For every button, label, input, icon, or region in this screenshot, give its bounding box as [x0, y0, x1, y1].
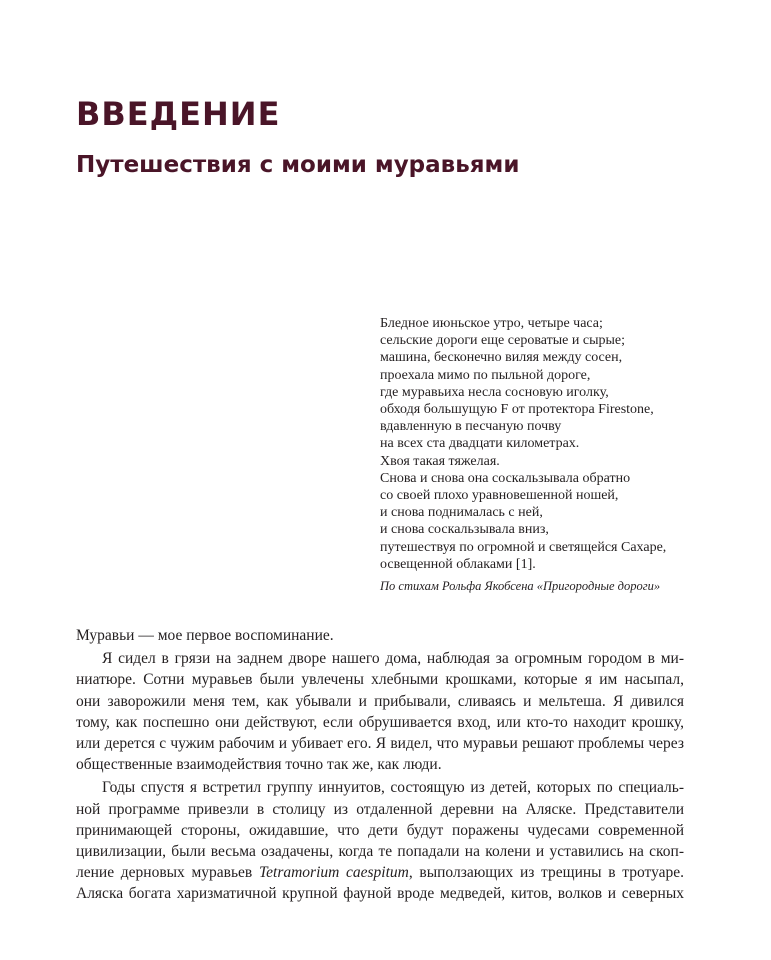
epigraph-line: сельские дороги еще сероватые и сырые; [380, 333, 625, 349]
epigraph-line: вдавленную в песчаную почву [380, 419, 562, 435]
epigraph-line: проехала мимо по пыльной дороге, [380, 367, 591, 383]
body-text [76, 625, 684, 905]
paragraph-line: Годы спустя я встретил группу иннуитов, состоящую из детей, которых по специаль- [102, 779, 684, 797]
paragraph-line: или дерется с чужим рабочим и убивает его. Я видел, что муравьи решают проблемы через [76, 735, 684, 753]
epigraph-source: По стихам Рольфа Якобсена «Пригородные дороги» [380, 579, 661, 594]
paragraph-line: они заворожили меня тем, как убывали и прибывали, сливаясь и мельтеша. Я дивился [76, 692, 684, 710]
paragraph-line: ниатюре. Сотни муравьев были увлечены хлебными крошками, которые я им насыпал, [76, 671, 684, 689]
epigraph-line: Хвоя такая тяжелая. [380, 453, 500, 469]
epigraph-line: на всех ста двадцати километрах. [380, 436, 580, 452]
paragraph-line: тому, как поспешно они действуют, если обрушивается вход, или кто-то находит крошку, [76, 713, 684, 731]
species-name: Tetramorium caespitum [258, 864, 409, 882]
chapter-title: ВВЕДЕНИЕ [76, 95, 281, 133]
epigraph-line: и снова поднималась с ней, [380, 505, 543, 521]
epigraph-line: освещенной облаками [1]. [380, 556, 536, 572]
paragraph-line: принимающей стороны, ожидавшие, что дети будут поражены чудесами современной [76, 821, 684, 839]
paragraph-first-line: Муравьи — мое первое воспоминание. [76, 627, 334, 644]
paragraph-line [76, 862, 684, 883]
epigraph [380, 315, 720, 595]
text-segment: ление дерновых муравьев [76, 864, 259, 882]
epigraph-line: со своей плохо уравновешенной ношей, [380, 488, 619, 504]
paragraph-line: Аляска богата харизматичной крупной фауной вроде медведей, китов, волков и северных [76, 885, 684, 903]
epigraph-line: машина, бесконечно виляя между сосен, [380, 350, 623, 366]
epigraph-line: Бледное июньское утро, четыре часа; [380, 316, 603, 331]
paragraph-line: Я сидел в грязи на заднем дворе нашего дома, наблюдая за огромным городом в ми- [102, 650, 684, 668]
paragraph-line: общественные взаимодействия точно так же, как люди. [76, 756, 442, 774]
epigraph-line: Снова и снова она соскальзывала обратно [380, 470, 631, 486]
epigraph-line: и снова соскальзывала вниз, [380, 522, 549, 538]
epigraph-line: где муравьиха несла сосновую иголку, [380, 384, 609, 400]
paragraph-line: ной программе привезли в столицу из отдаленной деревни на Аляске. Представители [76, 800, 684, 818]
epigraph-line: путешествуя по огромной и светящейся Сахаре, [380, 539, 667, 555]
chapter-subtitle: Путешествия с моими муравьями [76, 152, 520, 178]
paragraph-line: цивилизации, были весьма озадачены, когда те попадали на колени и уставились на скоп- [76, 843, 684, 861]
text-segment: , выползающих из трещины в тротуаре. [408, 864, 684, 882]
epigraph-line: обходя большущую F от протектора Firestone, [380, 402, 654, 418]
